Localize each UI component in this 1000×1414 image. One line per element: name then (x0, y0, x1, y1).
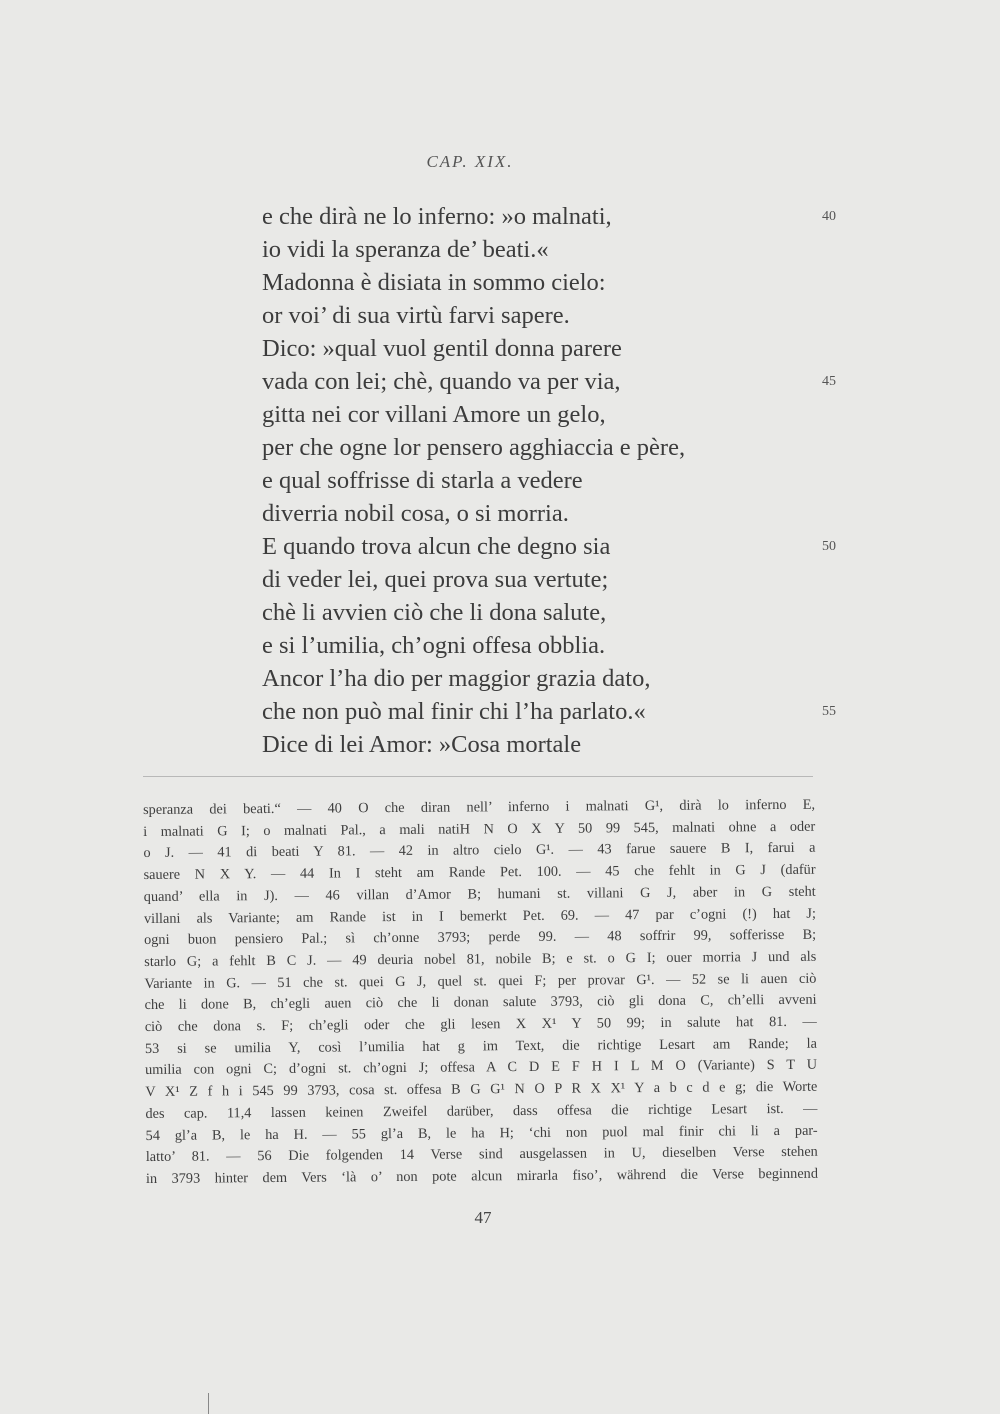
apparatus-line: starlo G; a fehlt B C J. — 49 deuria nobel 81, nobile B; e st. o G I; ouer morria J und als (144, 948, 817, 970)
line-number: 40 (822, 209, 836, 224)
apparatus-line: che li done B, ch’egli auen ciò che li donan salute 3793, ciò gli dona C, ch’elli avveni (144, 992, 817, 1014)
apparatus-line: villani als Variante; am Rande ist in I bemerkt Pet. 69. — 47 par c’ogni (!) hat J; (143, 905, 816, 927)
verse-line (262, 200, 836, 233)
apparatus-line: i malnati G I; o malnati Pal., a mali natiH N O X Y 50 99 545, malnati ohne a oder (143, 818, 816, 840)
verse-text: vada con lei; chè, quando va per via, (262, 368, 621, 395)
apparatus-line: sauere N X Y. — 44 In I steht am Rande Pet. 100. — 45 che fehlt in G J (dafür (143, 861, 816, 884)
apparatus-line: 54 gl’a B, le ha H. — 55 gl’a B, le ha H; ‘chi non puol mal finir chi li a par- (145, 1122, 818, 1144)
apparatus-line: ciò che dona s. F; ch’egli oder che gli lesen X X¹ Y 50 99; in salute hat 81. — (144, 1013, 817, 1036)
apparatus-line: ogni buon pensiero Pal.; sì ch’onne 3793; perde 99. — 48 soffrir 99, sofferisse B; (144, 926, 817, 949)
line-number: 55 (822, 704, 836, 719)
verse-line (262, 365, 836, 398)
crop-mark (208, 1393, 209, 1414)
verse-line (262, 728, 822, 761)
apparatus-line: des cap. 11,4 lassen keinen Zweifel darüber, dass offesa die richtige Lesart ist. — (145, 1100, 818, 1122)
verse-text: e che dirà ne lo inferno: »o malnati, (262, 203, 612, 230)
verse-line (262, 629, 822, 662)
apparatus-line: Variante in G. — 51 che st. quei G J, quel st. quei F; per provar G¹. — 52 se li auen ciò (144, 970, 817, 992)
verse-text: Ancor l’ha dio per maggior grazia dato, (262, 665, 651, 692)
verse-text: Dice di lei Amor: »Cosa mortale (262, 731, 582, 758)
verse-text: or voi’ di sua virtù farvi sapere. (262, 302, 570, 329)
line-number: 50 (822, 539, 836, 554)
verse-text: Dico: »qual vuol gentil donna parere (262, 335, 622, 362)
verse-text: che non può mal finir chi l’ha parlato.« (262, 698, 646, 725)
verse-text: E quando trova alcun che degno sia (262, 533, 611, 560)
apparatus-line: quand’ ella in J). — 46 villan d’Amor B; humani st. villani G J, aber in G steht (143, 883, 816, 905)
apparatus-line: 53 si se umilia Y, così l’umilia hat g im Text, die richtige Lesart am Rande; la (144, 1035, 817, 1057)
running-head: CAP. XIX. (426, 152, 514, 171)
verse-line (262, 695, 836, 728)
apparatus-line: umilia con ogni C; d’ogni st. ch’ogni J; offesa A C D E F H I L M O (Variante) S T U (145, 1057, 818, 1079)
apparatus-line: in 3793 hinter dem Vers ‘là o’ non pote alcun mirarla fiso’, während die Verse beginnend (145, 1165, 819, 1187)
verse-text: chè li avvien ciò che li dona salute, (262, 599, 607, 626)
verse-text: gitta nei cor villani Amore un gelo, (262, 401, 606, 428)
line-number: 45 (822, 374, 836, 389)
apparatus-line: V X¹ Z f h i 545 99 3793, cosa st. offesa B G G¹ N O P R X X¹ Y a b c d e g; die Worte (145, 1078, 818, 1101)
verse-line (262, 266, 822, 299)
verse-line (262, 299, 822, 332)
verse-line (262, 530, 836, 563)
verse-line (262, 431, 822, 464)
verse-line (262, 233, 822, 266)
verse-text: diverria nobil cosa, o si morria. (262, 500, 569, 527)
apparatus-line: speranza dei beati.“ — 40 O che diran nell’ inferno i malnati G¹, dirà lo inferno E, (143, 796, 816, 818)
verse-line (262, 464, 822, 497)
verse-line (262, 662, 822, 695)
verse-text: Madonna è disiata in sommo cielo: (262, 269, 606, 296)
verse-text: io vidi la speranza de’ beati.« (262, 236, 549, 263)
verse-line (262, 596, 822, 629)
verse-text: e qual soffrisse di starla a vedere (262, 467, 583, 494)
verse-line (262, 563, 822, 596)
verse-text: e si l’umilia, ch’ogni offesa obblia. (262, 632, 606, 659)
verse-text: di veder lei, quei prova sua vertute; (262, 566, 609, 593)
verse-line (262, 497, 822, 530)
apparatus-line: latto’ 81. — 56 Die folgenden 14 Verse sind ausgelassen in U, dieselben Verse stehen (145, 1143, 818, 1166)
poem-text (262, 200, 836, 761)
apparatus-line: o J. — 41 di beati Y 81. — 42 in altro cielo G¹. — 43 farue sauere B I, farui a (143, 840, 816, 862)
critical-apparatus (143, 795, 818, 1191)
page-number: 47 (474, 1208, 492, 1227)
verse-text: per che ogne lor pensero agghiaccia e père, (262, 434, 686, 461)
verse-line (262, 398, 822, 431)
verse-line (262, 332, 822, 365)
footnote-separator (143, 776, 813, 777)
